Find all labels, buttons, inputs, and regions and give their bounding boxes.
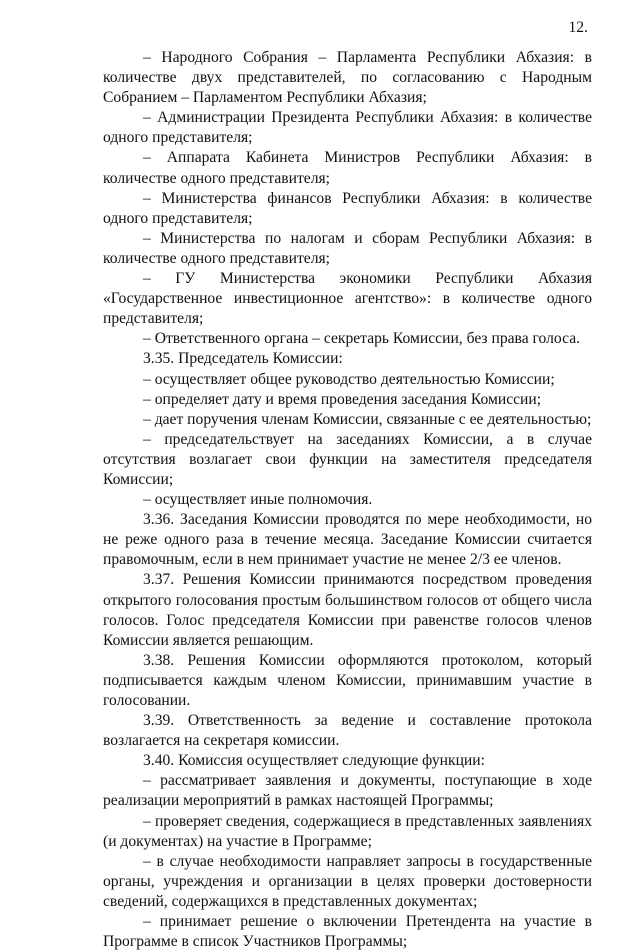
section-paragraph: 3.38. Решения Комиссии оформляются протоколом, который подписывается каждым членом Комиссии, принимавшим участие в голосовании. — [103, 651, 592, 709]
paragraph: – Министерства финансов Республики Абхазия: в количестве одного представителя; — [103, 189, 592, 227]
page-number: 12. — [568, 19, 588, 36]
document-body — [103, 48, 592, 952]
paragraph: – председательствует на заседаниях Комиссии, а в случае отсутствия возлагает свои функции на заместителя председателя Комиссии; — [103, 430, 592, 488]
paragraph: – ГУ Министерства экономики Республики Абхазия «Государственное инвестиционное агентство»: в количестве одного представителя; — [103, 270, 592, 328]
paragraph: – принимает решение о включении Претендента на участие в Программе в список Участников Программы; — [103, 913, 592, 951]
paragraph: – рассматривает заявления и документы, поступающие в ходе реализации мероприятий в рамках настоящей Программы; — [103, 772, 592, 810]
paragraph: – Ответственного органа – секретарь Комиссии, без права голоса. — [143, 330, 581, 348]
paragraph: – проверяет сведения, содержащиеся в представленных заявлениях (и документах) на участие в Программе; — [103, 812, 592, 850]
paragraph: – Министерства по налогам и сборам Республики Абхазия: в количестве одного представителя; — [103, 229, 592, 267]
section-paragraph: 3.39. Ответственность за ведение и составление протокола возлагается на секретаря комиссии. — [103, 712, 592, 750]
paragraph: – Аппарата Кабинета Министров Республики Абхазия: в количестве одного представителя; — [103, 149, 592, 187]
paragraph: – в случае необходимости направляет запросы в государственные органы, учреждения и организации в целях проверки достоверности сведений, содержащихся в представленных документах; — [103, 852, 592, 910]
paragraph: – определяет дату и время проведения заседания Комиссии; — [143, 390, 542, 408]
paragraph: – Администрации Президента Республики Абхазия: в количестве одного представителя; — [103, 109, 592, 147]
paragraph: – дает поручения членам Комиссии, связанные с ее деятельностью; — [143, 410, 592, 428]
section-paragraph: 3.36. Заседания Комиссии проводятся по мере необходимости, но не реже одного раза в течение месяца. Заседание Комиссии считается правомочным, если в нем принимает участие не менее 2/3 ее членов. — [103, 511, 592, 569]
section-heading: 3.40. Комиссия осуществляет следующие функции: — [143, 752, 485, 770]
paragraph: – осуществляет иные полномочия. — [143, 491, 373, 509]
section-heading: 3.35. Председатель Комиссии: — [143, 350, 343, 368]
paragraph: – Народного Собрания – Парламента Республики Абхазия: в количестве двух представителей, по согласованию с Народным Собранием – Парламентом Республики Абхазия; — [103, 49, 592, 107]
section-paragraph: 3.37. Решения Комиссии принимаются посредством проведения открытого голосования простым большинством голосов от общего числа голосов. Голос председателя Комиссии при равенстве голосов членов Комиссии является решающим. — [103, 571, 592, 649]
paragraph: – осуществляет общее руководство деятельностью Комиссии; — [143, 370, 555, 388]
